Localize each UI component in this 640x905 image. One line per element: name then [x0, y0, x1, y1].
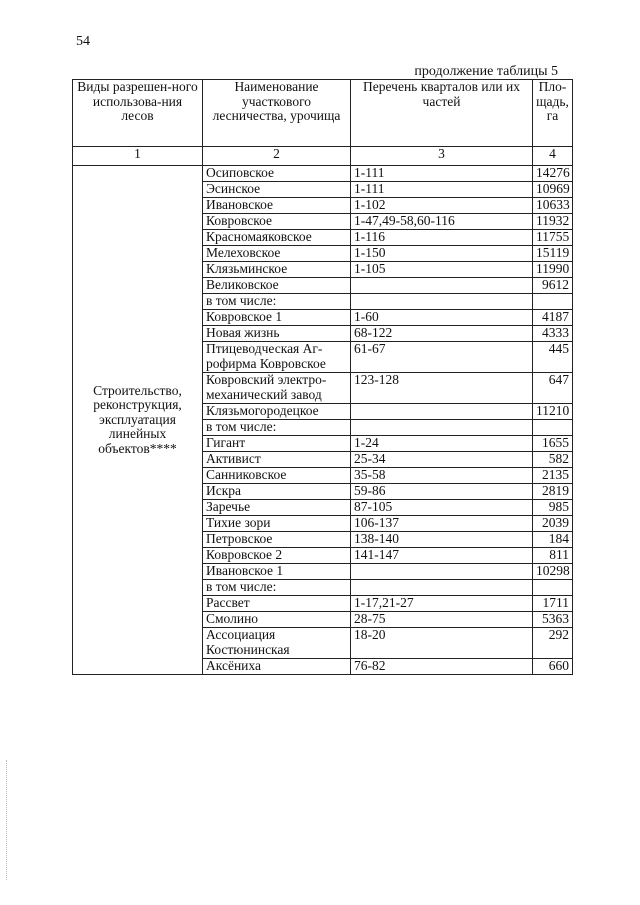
area-cell: 445	[533, 342, 573, 373]
quarters-cell: 1-47,49-58,60-116	[351, 214, 533, 230]
quarters-cell: 18-20	[351, 628, 533, 659]
quarters-cell: 68-122	[351, 326, 533, 342]
forestry-name-cell: Гигант	[203, 436, 351, 452]
quarters-cell: 1-24	[351, 436, 533, 452]
area-cell: 1655	[533, 436, 573, 452]
forestry-name-cell: Заречье	[203, 500, 351, 516]
forestry-name-cell: Искра	[203, 484, 351, 500]
forestry-name-cell: в том числе:	[203, 580, 351, 596]
quarters-cell: 35-58	[351, 468, 533, 484]
column-number: 3	[351, 147, 533, 166]
area-cell: 2819	[533, 484, 573, 500]
quarters-cell: 141-147	[351, 548, 533, 564]
area-cell: 184	[533, 532, 573, 548]
forestry-name-cell: Осиповское	[203, 166, 351, 182]
header-quarters: Перечень кварталов или их частей	[351, 80, 533, 147]
area-cell: 9612	[533, 278, 573, 294]
forest-use-table	[72, 79, 573, 675]
quarters-cell	[351, 564, 533, 580]
column-number: 1	[73, 147, 203, 166]
quarters-cell: 1-111	[351, 166, 533, 182]
area-cell: 985	[533, 500, 573, 516]
area-cell: 11990	[533, 262, 573, 278]
quarters-cell	[351, 294, 533, 310]
quarters-cell	[351, 420, 533, 436]
quarters-cell: 28-75	[351, 612, 533, 628]
scan-edge-marks	[6, 760, 11, 880]
forestry-name-cell: Санниковское	[203, 468, 351, 484]
header-area: Пло-щадь, га	[533, 80, 573, 147]
forestry-name-cell: Ковровский электро-механический завод	[203, 373, 351, 404]
forestry-name-cell: Клязьминское	[203, 262, 351, 278]
forestry-name-cell: Петровское	[203, 532, 351, 548]
forestry-name-cell: Ивановское 1	[203, 564, 351, 580]
forestry-name-cell: Новая жизнь	[203, 326, 351, 342]
area-cell: 10633	[533, 198, 573, 214]
forestry-name-cell: Ковровское	[203, 214, 351, 230]
page-number: 54	[76, 34, 90, 49]
quarters-cell: 123-128	[351, 373, 533, 404]
quarters-cell: 1-60	[351, 310, 533, 326]
area-cell	[533, 420, 573, 436]
quarters-cell	[351, 278, 533, 294]
forestry-name-cell: Мелеховское	[203, 246, 351, 262]
area-cell: 4333	[533, 326, 573, 342]
area-cell: 292	[533, 628, 573, 659]
forestry-name-cell: Аксёниха	[203, 659, 351, 675]
quarters-cell: 25-34	[351, 452, 533, 468]
area-cell: 660	[533, 659, 573, 675]
forestry-name-cell: Ассоциация Костюнинская	[203, 628, 351, 659]
forestry-name-cell: Тихие зори	[203, 516, 351, 532]
table-continuation-label: продолжение таблицы 5	[414, 64, 558, 79]
quarters-cell: 1-111	[351, 182, 533, 198]
column-number-row	[73, 147, 573, 166]
area-cell: 1711	[533, 596, 573, 612]
area-cell: 4187	[533, 310, 573, 326]
forestry-name-cell: Ивановское	[203, 198, 351, 214]
area-cell: 11755	[533, 230, 573, 246]
header-use-type: Виды разрешен-ного использова-ния лесов	[73, 80, 203, 147]
area-cell: 647	[533, 373, 573, 404]
forestry-name-cell: Ковровское 1	[203, 310, 351, 326]
forestry-name-cell: Ковровское 2	[203, 548, 351, 564]
use-type-cell: Строительство, реконструкция, эксплуатация линейных объектов****	[73, 166, 203, 675]
quarters-cell: 1-116	[351, 230, 533, 246]
area-cell: 14276	[533, 166, 573, 182]
area-cell: 582	[533, 452, 573, 468]
forestry-name-cell: Активист	[203, 452, 351, 468]
header-row	[73, 80, 573, 147]
quarters-cell: 76-82	[351, 659, 533, 675]
header-forestry-name: Наименование участкового лесничества, урочища	[203, 80, 351, 147]
quarters-cell: 1-17,21-27	[351, 596, 533, 612]
column-number: 2	[203, 147, 351, 166]
area-cell: 811	[533, 548, 573, 564]
quarters-cell: 1-150	[351, 246, 533, 262]
table-body	[73, 166, 573, 675]
forestry-name-cell: в том числе:	[203, 420, 351, 436]
forestry-name-cell: Смолино	[203, 612, 351, 628]
area-cell	[533, 294, 573, 310]
forestry-name-cell: Птицеводческая Аг-рофирма Ковровское	[203, 342, 351, 373]
quarters-cell: 59-86	[351, 484, 533, 500]
forestry-name-cell: Великовское	[203, 278, 351, 294]
area-cell	[533, 580, 573, 596]
area-cell: 2135	[533, 468, 573, 484]
area-cell: 2039	[533, 516, 573, 532]
forestry-name-cell: Клязьмогородецкое	[203, 404, 351, 420]
quarters-cell: 61-67	[351, 342, 533, 373]
quarters-cell	[351, 580, 533, 596]
quarters-cell: 87-105	[351, 500, 533, 516]
area-cell: 10298	[533, 564, 573, 580]
quarters-cell: 138-140	[351, 532, 533, 548]
quarters-cell: 106-137	[351, 516, 533, 532]
area-cell: 11210	[533, 404, 573, 420]
forestry-name-cell: Красномаяковское	[203, 230, 351, 246]
forestry-name-cell: Рассвет	[203, 596, 351, 612]
area-cell: 15119	[533, 246, 573, 262]
forestry-name-cell: в том числе:	[203, 294, 351, 310]
table-row	[73, 166, 573, 182]
area-cell: 5363	[533, 612, 573, 628]
quarters-cell: 1-105	[351, 262, 533, 278]
area-cell: 11932	[533, 214, 573, 230]
column-number: 4	[533, 147, 573, 166]
area-cell: 10969	[533, 182, 573, 198]
forestry-name-cell: Эсинское	[203, 182, 351, 198]
quarters-cell: 1-102	[351, 198, 533, 214]
quarters-cell	[351, 404, 533, 420]
